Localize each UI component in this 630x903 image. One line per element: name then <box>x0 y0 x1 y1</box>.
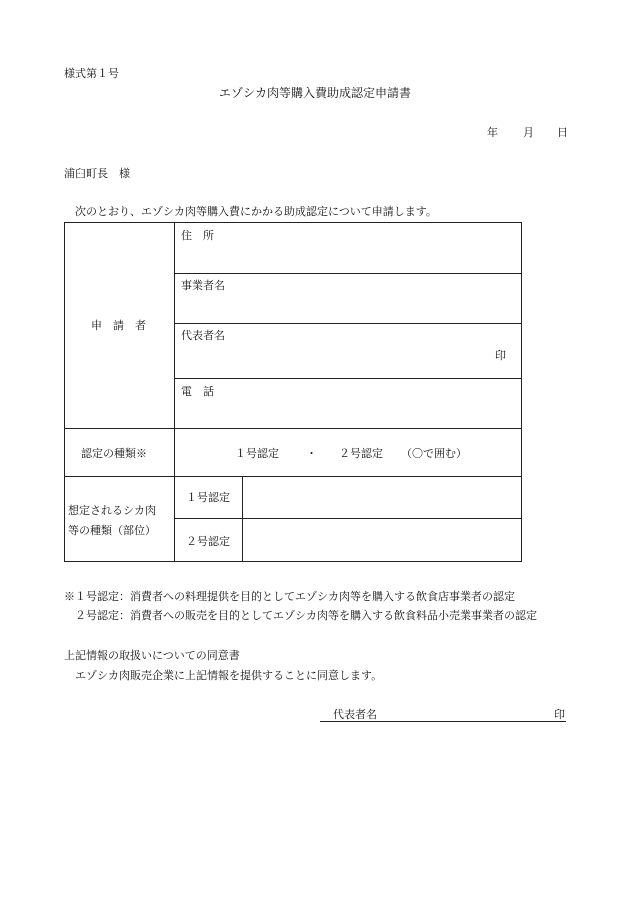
meat-types-label-line1: 想定されるシカ肉 <box>68 504 156 517</box>
meat-row2-field[interactable] <box>243 519 521 561</box>
consent-heading: 上記情報の取扱いについての同意書 <box>64 649 240 662</box>
address-label: 住 所 <box>181 229 214 242</box>
signature-representative-label: 代表者名 <box>333 708 377 721</box>
certification-option-2[interactable]: ２号認定 <box>339 447 383 460</box>
certification-option-1[interactable]: １号認定 <box>235 447 279 460</box>
meat-types-label-line2: 等の種類（部位） <box>68 524 156 537</box>
intro-text: 次のとおり、エゾシカ肉等購入費にかかる助成認定について申請します。 <box>75 205 437 218</box>
applicant-section-label: 申 請 者 <box>91 319 146 332</box>
representative-field[interactable] <box>175 343 521 377</box>
addressee: 浦臼町長 様 <box>64 167 130 180</box>
form-number: 様式第１号 <box>64 67 119 80</box>
form-title: エゾシカ肉等購入費助成認定申請書 <box>218 86 411 100</box>
date-month-label: 月 <box>523 126 534 139</box>
representative-label: 代表者名 <box>181 329 225 342</box>
phone-label: 電 話 <box>181 385 214 398</box>
certification-separator: ・ <box>306 447 317 460</box>
business-name-label: 事業者名 <box>181 279 225 292</box>
note-certification-2: ２号認定：消費者への販売を目的としてエゾシカ肉等を購入する飲食料品小売業事業者の認定 <box>75 609 537 622</box>
signature-underline <box>320 721 566 722</box>
application-table <box>64 222 522 562</box>
business-name-field[interactable] <box>175 293 521 322</box>
representative-seal-mark: 印 <box>495 349 506 362</box>
meat-row2-label: ２号認定 <box>186 535 230 548</box>
consent-statement: エゾシカ肉販売企業に上記情報を提供することに同意します。 <box>75 669 383 682</box>
meat-row1-label: １号認定 <box>186 491 230 504</box>
date-day-label: 日 <box>557 126 568 139</box>
signature-field[interactable] <box>390 706 550 720</box>
address-field[interactable] <box>175 243 521 272</box>
meat-row1-field[interactable] <box>243 477 521 517</box>
certification-type-label: 認定の種類※ <box>81 447 147 460</box>
signature-seal-mark: 印 <box>554 708 565 721</box>
note-certification-1: ※１号認定：消費者への料理提供を目的としてエゾシカ肉等を購入する飲食店事業者の認定 <box>64 590 515 603</box>
certification-circle-note: （〇で囲む） <box>401 447 467 460</box>
date-year-label: 年 <box>487 126 498 139</box>
phone-field[interactable] <box>175 399 521 427</box>
